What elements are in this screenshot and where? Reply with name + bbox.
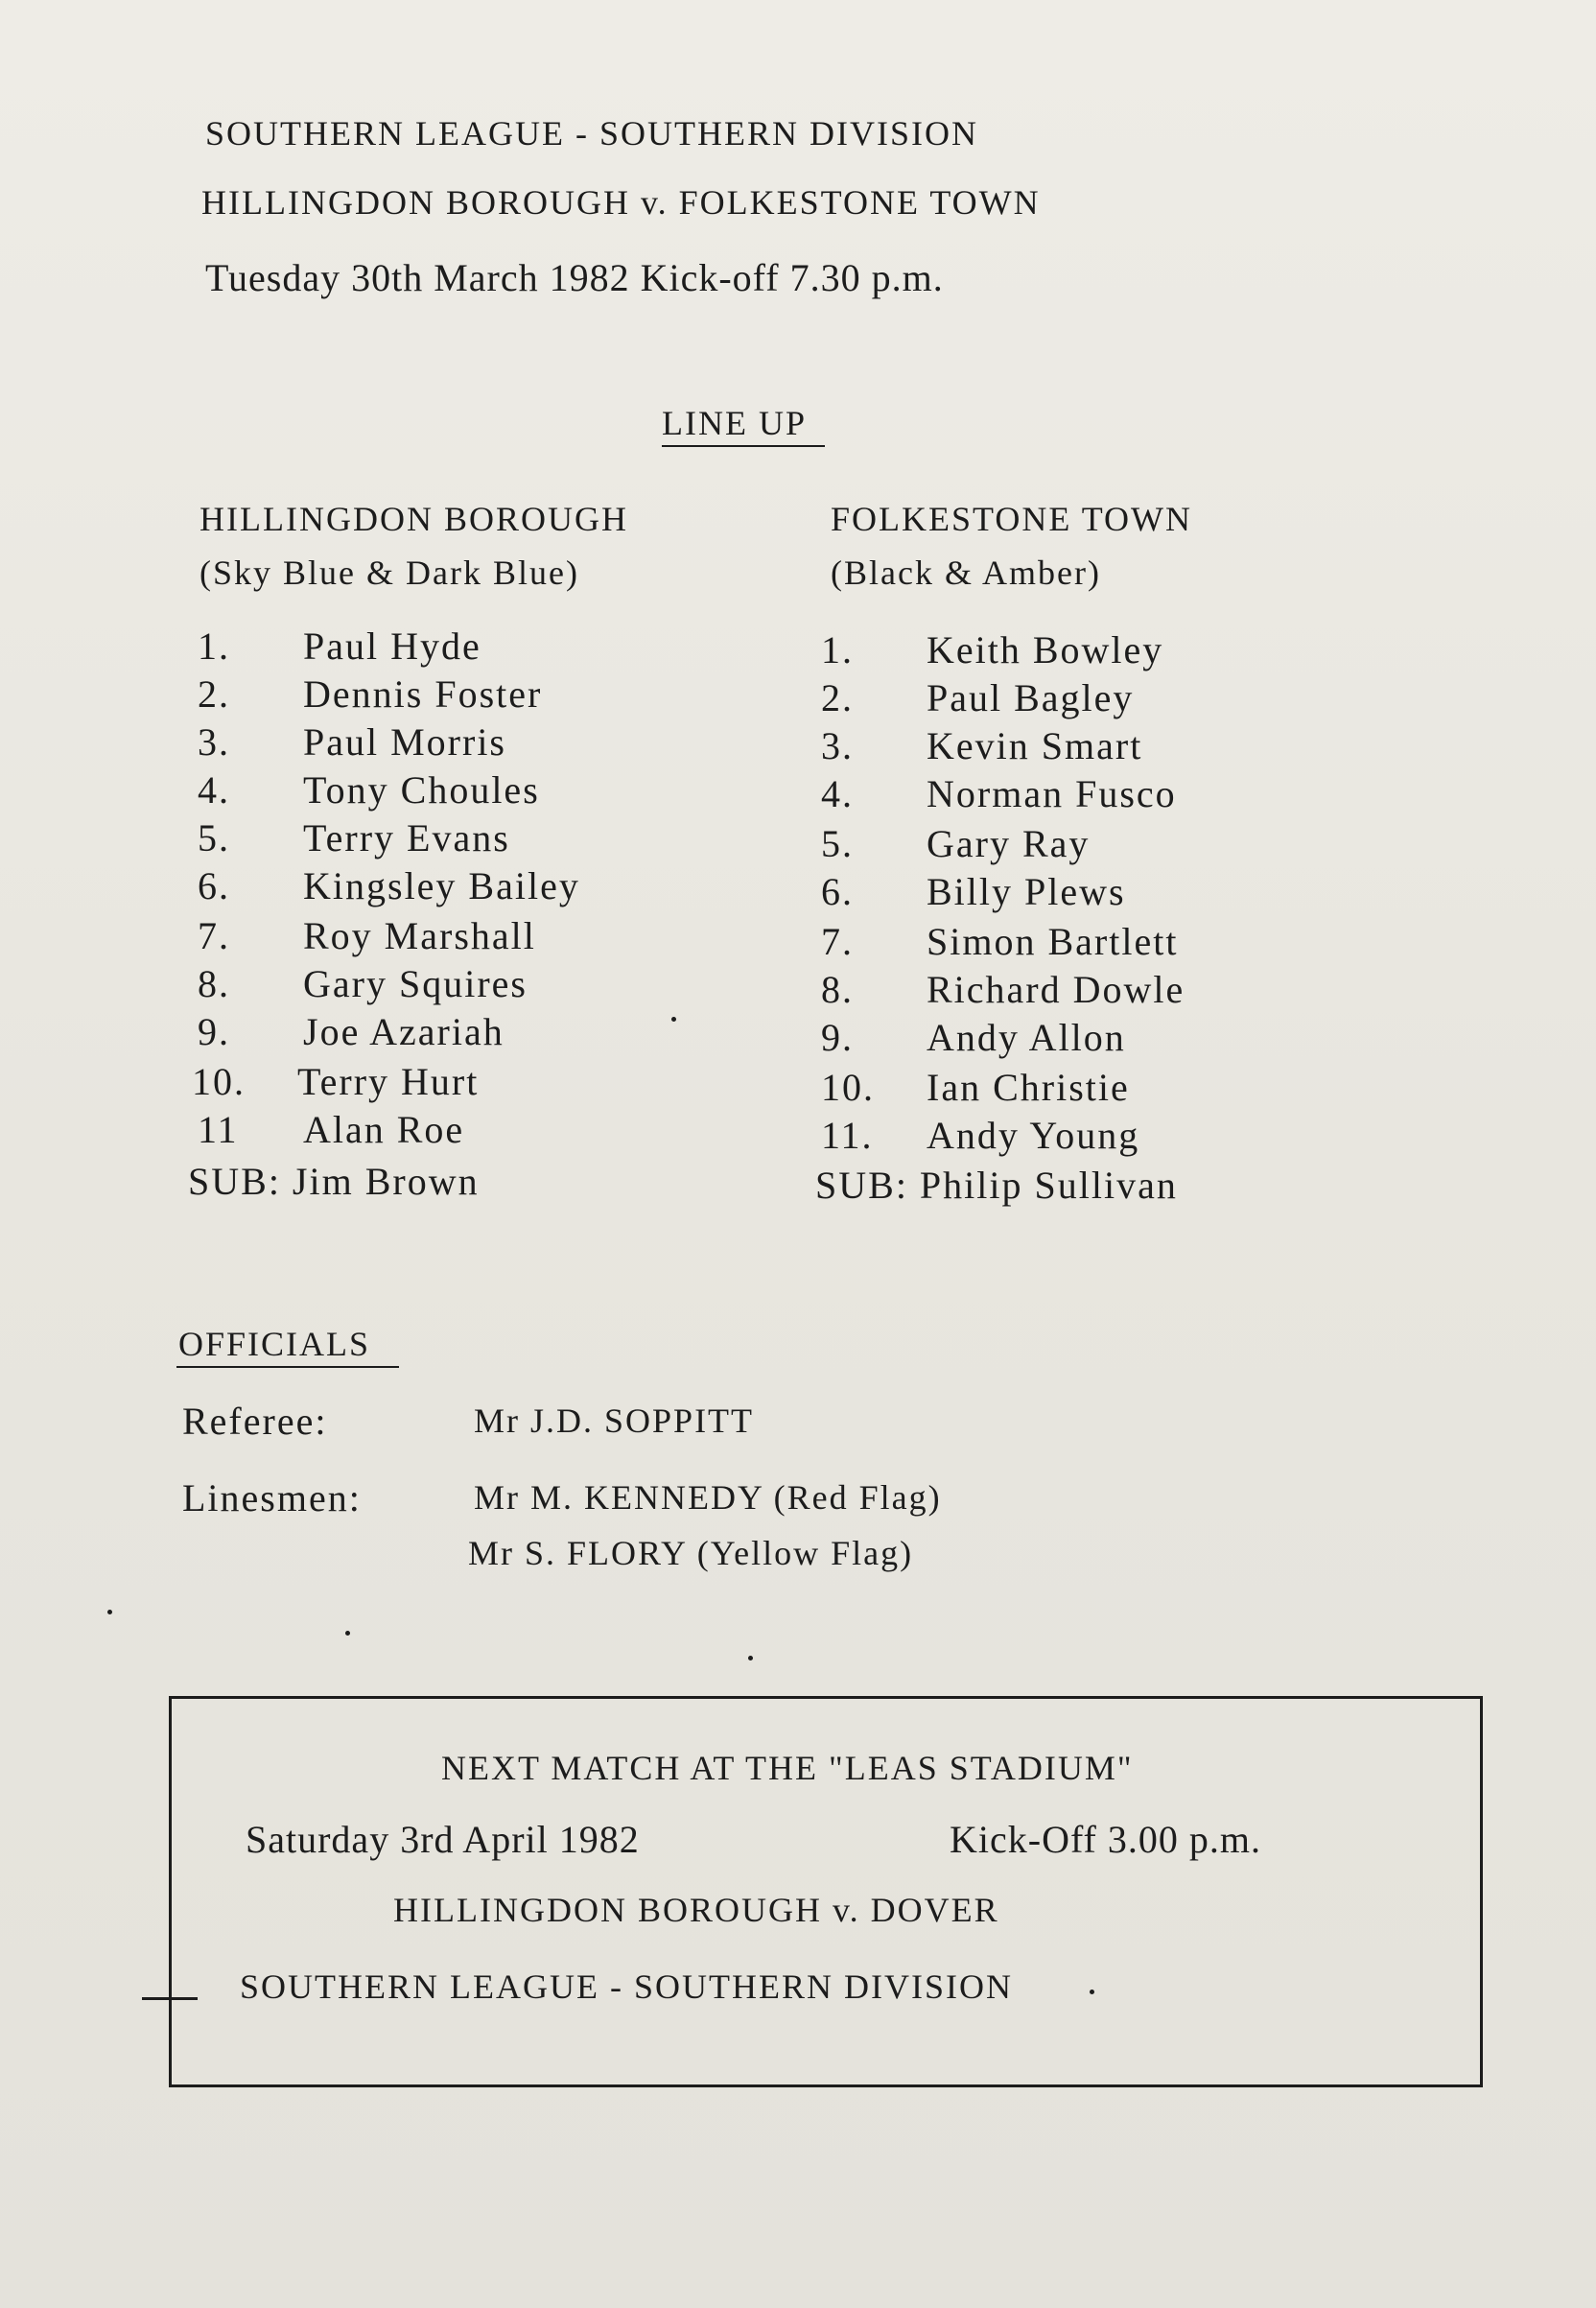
away-player: 1. Keith Bowley [821, 628, 1164, 671]
next-match-league: SOUTHERN LEAGUE - SOUTHERN DIVISION [240, 1967, 1013, 2006]
fixture-title: HILLINGDON BOROUGH v. FOLKESTONE TOWN [201, 183, 1041, 222]
home-team-colours: (Sky Blue & Dark Blue) [200, 553, 579, 592]
away-team-name: FOLKESTONE TOWN [831, 500, 1193, 538]
print-speck [107, 1610, 112, 1614]
home-player: 10. Terry Hurt [192, 1060, 480, 1103]
away-substitute: SUB: Philip Sullivan [815, 1164, 1178, 1207]
home-player: 8. Gary Squires [198, 962, 528, 1005]
league-title: SOUTHERN LEAGUE - SOUTHERN DIVISION [205, 114, 978, 153]
next-match-kickoff: Kick-Off 3.00 p.m. [950, 1818, 1261, 1861]
next-match-date: Saturday 3rd April 1982 [246, 1818, 640, 1861]
linesman-2: Mr S. FLORY (Yellow Flag) [468, 1534, 914, 1572]
print-speck [748, 1656, 753, 1660]
home-player: 9. Joe Azariah [198, 1010, 505, 1053]
home-player: 3. Paul Morris [198, 720, 506, 764]
away-player: 7. Simon Bartlett [821, 920, 1179, 963]
linesmen-label: Linesmen: [182, 1476, 362, 1519]
away-player: 2. Paul Bagley [821, 676, 1135, 719]
print-speck [671, 1017, 676, 1022]
officials-heading-underline [176, 1366, 399, 1368]
print-dash [142, 1997, 198, 2000]
home-team-name: HILLINGDON BOROUGH [200, 500, 628, 538]
away-player: 8. Richard Dowle [821, 968, 1185, 1011]
linesman-1: Mr M. KENNEDY (Red Flag) [474, 1478, 942, 1517]
referee-label: Referee: [182, 1400, 328, 1443]
lineup-heading-underline [662, 445, 825, 447]
match-date-kickoff: Tuesday 30th March 1982 Kick-off 7.30 p.m. [205, 256, 944, 299]
away-team-colours: (Black & Amber) [831, 553, 1101, 592]
next-match-fixture: HILLINGDON BOROUGH v. DOVER [393, 1891, 999, 1929]
home-player: 7. Roy Marshall [198, 914, 536, 957]
away-player: 6. Billy Plews [821, 870, 1126, 913]
away-player: 3. Kevin Smart [821, 724, 1143, 767]
away-player: 5. Gary Ray [821, 822, 1091, 865]
home-player: 4. Tony Choules [198, 768, 540, 812]
print-speck [345, 1631, 350, 1636]
away-player: 9. Andy Allon [821, 1016, 1126, 1059]
lineup-heading: LINE UP [662, 404, 807, 442]
home-player: 2. Dennis Foster [198, 672, 543, 716]
home-player: 1. Paul Hyde [198, 624, 481, 668]
away-player: 11. Andy Young [821, 1114, 1140, 1157]
referee-name: Mr J.D. SOPPITT [474, 1401, 755, 1440]
away-player: 10. Ian Christie [821, 1066, 1130, 1109]
away-player: 4. Norman Fusco [821, 772, 1177, 815]
print-speck [1090, 1990, 1094, 1994]
officials-heading: OFFICIALS [178, 1325, 371, 1363]
home-player: 11 Alan Roe [198, 1108, 465, 1151]
home-substitute: SUB: Jim Brown [188, 1160, 480, 1203]
home-player: 6. Kingsley Bailey [198, 864, 580, 907]
next-match-heading: NEXT MATCH AT THE "LEAS STADIUM" [441, 1749, 1134, 1787]
home-player: 5. Terry Evans [198, 816, 510, 860]
